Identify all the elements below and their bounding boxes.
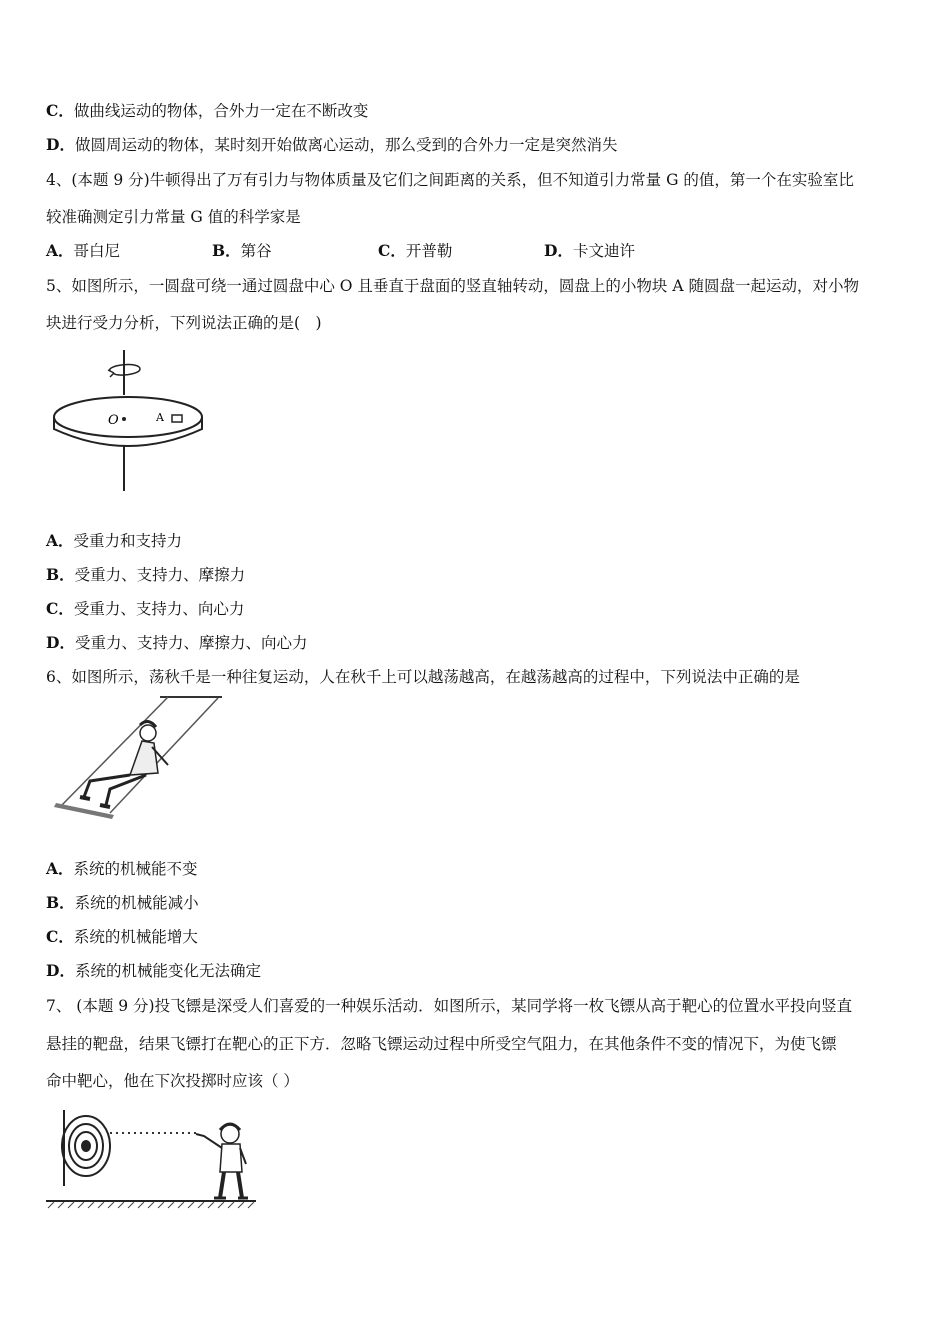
thrower <box>196 1124 248 1198</box>
center-point <box>122 417 126 421</box>
q4-stem-line1: 4、(本题 9 分)牛顿得出了万有引力与物体质量及它们之间距离的关系，但不知道引力常量 G 的值，第一个在实验室比 <box>46 171 854 189</box>
q5-option-d <box>46 633 307 653</box>
q5-stem-line2: 块进行受力分析，下列说法正确的是( ) <box>46 314 322 332</box>
q4-stem-line2: 较准确测定引力常量 G 值的科学家是 <box>46 208 301 226</box>
swing-rope-right <box>110 698 218 813</box>
q4-option-a <box>46 241 212 261</box>
option-text: 系统的机械能增大 <box>73 928 198 946</box>
q4-options <box>46 241 635 261</box>
option-label: A． <box>46 531 74 550</box>
option-text: 受重力、支持力、摩擦力 <box>74 566 246 584</box>
option-text: 哥白尼 <box>73 242 121 260</box>
swing-figure <box>50 695 225 825</box>
option-text: 受重力和支持力 <box>73 532 183 550</box>
option-label: C． <box>378 241 406 260</box>
option-label: B． <box>46 565 75 584</box>
q3-option-d <box>46 135 617 155</box>
option-text: 系统的机械能减小 <box>74 894 199 912</box>
q7-stem-line3: 命中靶心，他在下次投掷时应该（ ） <box>46 1072 299 1090</box>
person-leg <box>106 775 146 805</box>
q3-option-c <box>46 101 368 121</box>
dart-figure <box>44 1100 259 1210</box>
option-text: 卡文迪许 <box>572 242 635 260</box>
q5-option-c <box>46 599 244 619</box>
q5-option-a <box>46 531 182 551</box>
q4-option-c <box>378 241 544 261</box>
option-text: 做圆周运动的物体，某时刻开始做离心运动，那么受到的合外力一定是突然消失 <box>74 136 618 154</box>
q7-stem-line1: 7、 (本题 9 分)投飞镖是深受人们喜爱的一种娱乐活动．如图所示，某同学将一枚飞镖从高于靶心的位置水平投向竖直 <box>46 997 853 1015</box>
q6-stem-line1: 6、如图所示，荡秋千是一种往复运动，人在秋千上可以越荡越高，在越荡越高的过程中，下列说法中正确的是 <box>46 668 800 686</box>
option-text: 受重力、支持力、摩擦力、向心力 <box>74 634 308 652</box>
q7-stem-line2: 悬挂的靶盘，结果飞镖打在靶心的正下方．忽略飞镖运动过程中所受空气阻力，在其他条件不变的情况下，为使飞镖 <box>46 1035 837 1053</box>
option-text: 受重力、支持力、向心力 <box>73 600 245 618</box>
option-label: C． <box>46 101 74 120</box>
dartboard <box>62 1110 110 1186</box>
q4-option-b <box>212 241 378 261</box>
rotating-disk-figure <box>48 345 208 495</box>
center-label: O <box>108 413 119 428</box>
block <box>172 415 182 422</box>
q5-stem-line1: 5、如图所示，一圆盘可绕一通过圆盘中心 O 且垂直于盘面的竖直轴转动，圆盘上的小物块 A 随圆盘一起运动，对小物 <box>46 277 859 295</box>
option-label: A． <box>46 241 74 260</box>
option-text: 做曲线运动的物体，合外力一定在不断改变 <box>73 102 369 120</box>
person-head <box>140 725 156 741</box>
person-body <box>130 741 158 775</box>
person-leg <box>84 775 130 797</box>
option-text: 开普勒 <box>405 242 453 260</box>
q4-option-d <box>544 241 635 261</box>
q6-option-c <box>46 927 198 947</box>
option-label: D． <box>46 135 75 154</box>
q6-option-a <box>46 859 198 879</box>
option-label: B． <box>212 241 241 260</box>
option-label: C． <box>46 927 74 946</box>
option-text: 系统的机械能不变 <box>73 860 198 878</box>
option-text: 系统的机械能变化无法确定 <box>74 962 261 980</box>
option-label: D． <box>544 241 573 260</box>
block-label: A <box>156 411 164 424</box>
q6-option-d <box>46 961 261 981</box>
option-label: C． <box>46 599 74 618</box>
option-label: B． <box>46 893 75 912</box>
ground-hatching <box>48 1202 254 1208</box>
option-label: D． <box>46 961 75 980</box>
option-text: 第谷 <box>240 242 272 260</box>
option-label: D． <box>46 633 75 652</box>
q5-option-b <box>46 565 245 585</box>
option-label: A． <box>46 859 74 878</box>
q6-option-b <box>46 893 199 913</box>
